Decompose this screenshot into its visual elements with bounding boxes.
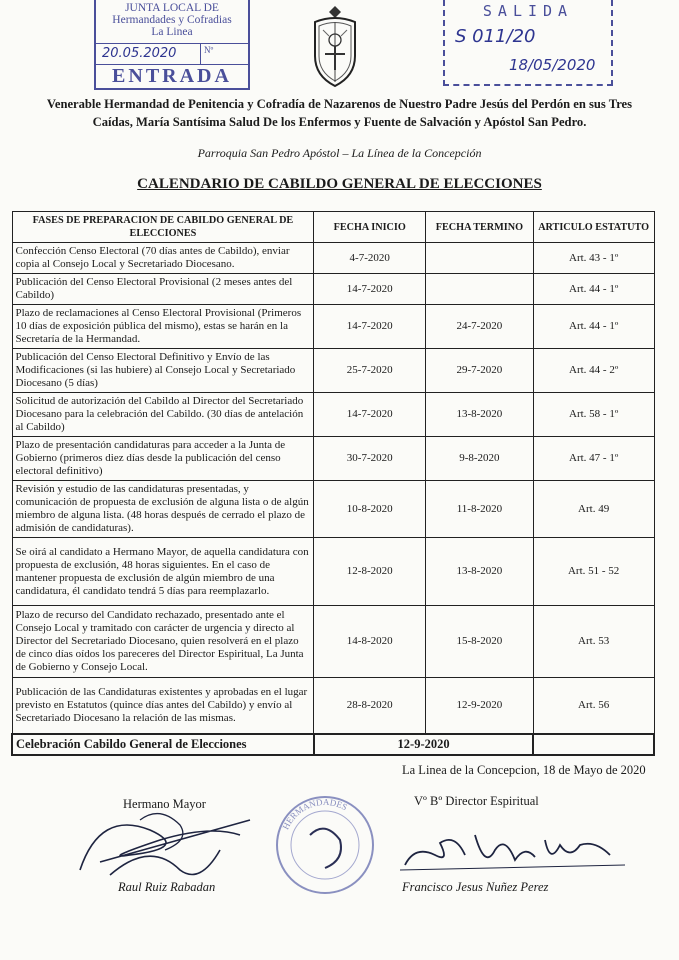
end-date-cell: 9-8-2020 [426, 437, 534, 481]
entrada-stamp [94, 0, 250, 90]
parish-line: Parroquia San Pedro Apóstol – La Línea de la Concepción [197, 146, 482, 160]
entrada-stamp-line2: Hermandades y Cofradias [112, 14, 232, 26]
start-date-cell: 25-7-2020 [314, 349, 426, 393]
entrada-stamp-line3: La Linea [151, 26, 193, 38]
salida-stamp-number: S 011/20 [455, 26, 536, 47]
entrada-stamp-line1: JUNTA LOCAL DE [125, 2, 219, 14]
end-date-cell: 15-8-2020 [426, 606, 534, 678]
salida-stamp-date: 18/05/2020 [509, 56, 596, 74]
header-article: ARTICULO ESTATUTO [533, 212, 654, 243]
final-row-empty-cell [533, 734, 654, 755]
phase-cell: Publicación del Censo Electoral Provisional (2 meses antes del Cabildo) [12, 274, 314, 305]
start-date-cell: 10-8-2020 [314, 481, 426, 538]
article-cell: Art. 44 - 1º [533, 305, 654, 349]
director-signature-icon [395, 815, 635, 885]
phase-cell: Plazo de presentación candidaturas para acceder a la Junta de Gobierno (primeros diez días desde la publicación del censo electoral definitivo) [12, 437, 314, 481]
article-cell: Art. 49 [533, 481, 654, 538]
phase-cell: Revisión y estudio de las candidaturas presentadas, y comunicación de propuesta de exclusión de alguna lista o de algún miembro de alguna lista. (48 horas después de cerrado el plazo de admisión de candidaturas). [12, 481, 314, 538]
table-row [12, 538, 654, 606]
brotherhood-crest-icon [305, 4, 365, 88]
article-cell: Art. 44 - 2º [533, 349, 654, 393]
header-start-date: FECHA INICIO [314, 212, 426, 243]
hermano-mayor-name: Raul Ruiz Rabadan [118, 880, 216, 894]
approval-label: Vº Bº Director Espiritual [414, 794, 539, 808]
table-row [12, 305, 654, 349]
hermano-mayor-label: Hermano Mayor [123, 797, 206, 811]
table-row [12, 243, 654, 274]
entrada-stamp-label: ENTRADA [96, 64, 248, 87]
table-row [12, 393, 654, 437]
header-end-date: FECHA TERMINO [426, 212, 534, 243]
end-date-cell [426, 243, 534, 274]
place-and-date: La Linea de la Concepcion, 18 de Mayo de 2020 [402, 763, 646, 777]
article-cell: Art. 44 - 1º [533, 274, 654, 305]
article-cell: Art. 47 - 1º [533, 437, 654, 481]
article-cell: Art. 53 [533, 606, 654, 678]
start-date-cell: 14-7-2020 [314, 274, 426, 305]
director-name: Francisco Jesus Nuñez Perez [402, 880, 549, 894]
table-row [12, 606, 654, 678]
phase-cell: Solicitud de autorización del Cabildo al Director del Secretariado Diocesano para la celebración del Cabildo. (30 días de antelación al Cabildo) [12, 393, 314, 437]
start-date-cell: 28-8-2020 [314, 678, 426, 734]
final-row-date: 12-9-2020 [314, 734, 533, 755]
phase-cell: Plazo de reclamaciones al Censo Electoral Provisional (Primeros 10 días de exposición pública del mismo), estas se harán en la Secretaría de la Hermandad. [12, 305, 314, 349]
official-seal-icon [270, 790, 380, 900]
phase-cell: Plazo de recurso del Candidato rechazado, presentado ante el Consejo Local y tramitado con carácter de urgencia y directo al Director del Secretariado Diocesano, quien resolverá en el plazo de cinco días oídos los pareceres del Director Espiritual, La Junta de Gobierno y Consejo Local. [12, 606, 314, 678]
end-date-cell [426, 274, 534, 305]
end-date-cell: 13-8-2020 [426, 393, 534, 437]
brotherhood-name: Venerable Hermandad de Penitencia y Cofradía de Nazarenos de Nuestro Padre Jesús del Perdón en sus Tres Caídas, María Santísima Salud De los Enfermos y Fuente de Salvación y Apóstol San Pedro. [46, 97, 633, 129]
article-cell: Art. 58 - 1º [533, 393, 654, 437]
start-date-cell: 30-7-2020 [314, 437, 426, 481]
start-date-cell: 14-8-2020 [314, 606, 426, 678]
phase-cell: Publicación de las Candidaturas existentes y aprobadas en el lugar previsto en Estatutos (quince días antes del Cabildo) y envío al Secretariado Diocesano la relación de las mismas. [12, 678, 314, 734]
table-row [12, 274, 654, 305]
start-date-cell: 12-8-2020 [314, 538, 426, 606]
phase-cell: Confección Censo Electoral (70 días antes de Cabildo), enviar copia al Consejo Local y Secretariado Diocesano. [12, 243, 314, 274]
article-cell: Art. 56 [533, 678, 654, 734]
start-date-cell: 4-7-2020 [314, 243, 426, 274]
phase-cell: Publicación del Censo Electoral Definitivo y Envío de las Modificaciones (si las hubiere) al Consejo Local y Secretariado Diocesano (5 días) [12, 349, 314, 393]
seal-text: HERMANDADES [280, 796, 350, 832]
end-date-cell: 24-7-2020 [426, 305, 534, 349]
table-row [12, 437, 654, 481]
table-row [12, 349, 654, 393]
final-row [12, 734, 654, 755]
start-date-cell: 14-7-2020 [314, 305, 426, 349]
salida-stamp [443, 0, 613, 86]
end-date-cell: 11-8-2020 [426, 481, 534, 538]
elections-calendar-table [11, 211, 655, 756]
article-cell: Art. 51 - 52 [533, 538, 654, 606]
article-cell: Art. 43 - 1º [533, 243, 654, 274]
phase-cell: Se oirá al candidato a Hermano Mayor, de aquella candidatura con propuesta de exclusión, 48 horas siguientes. En el caso de mantener propuesta de exclusión de algún miembro de una candidatura, él candidato tendrá 5 días para reemplazarlo. [12, 538, 314, 606]
start-date-cell: 14-7-2020 [314, 393, 426, 437]
header-phases: FASES DE PREPARACION DE CABILDO GENERAL DE ELECCIONES [12, 212, 314, 243]
document-title: CALENDARIO DE CABILDO GENERAL DE ELECCIONES [137, 176, 542, 192]
end-date-cell: 13-8-2020 [426, 538, 534, 606]
table-row [12, 481, 654, 538]
entrada-stamp-number-label: Nº [204, 45, 214, 55]
end-date-cell: 12-9-2020 [426, 678, 534, 734]
table-row [12, 678, 654, 734]
hermano-mayor-signature-icon [40, 800, 290, 890]
entrada-stamp-date: 20.05.2020 [96, 44, 201, 64]
salida-stamp-label: SALIDA [482, 2, 574, 20]
final-row-label: Celebración Cabildo General de Elecciones [12, 734, 314, 755]
table-header-row [12, 212, 654, 243]
end-date-cell: 29-7-2020 [426, 349, 534, 393]
